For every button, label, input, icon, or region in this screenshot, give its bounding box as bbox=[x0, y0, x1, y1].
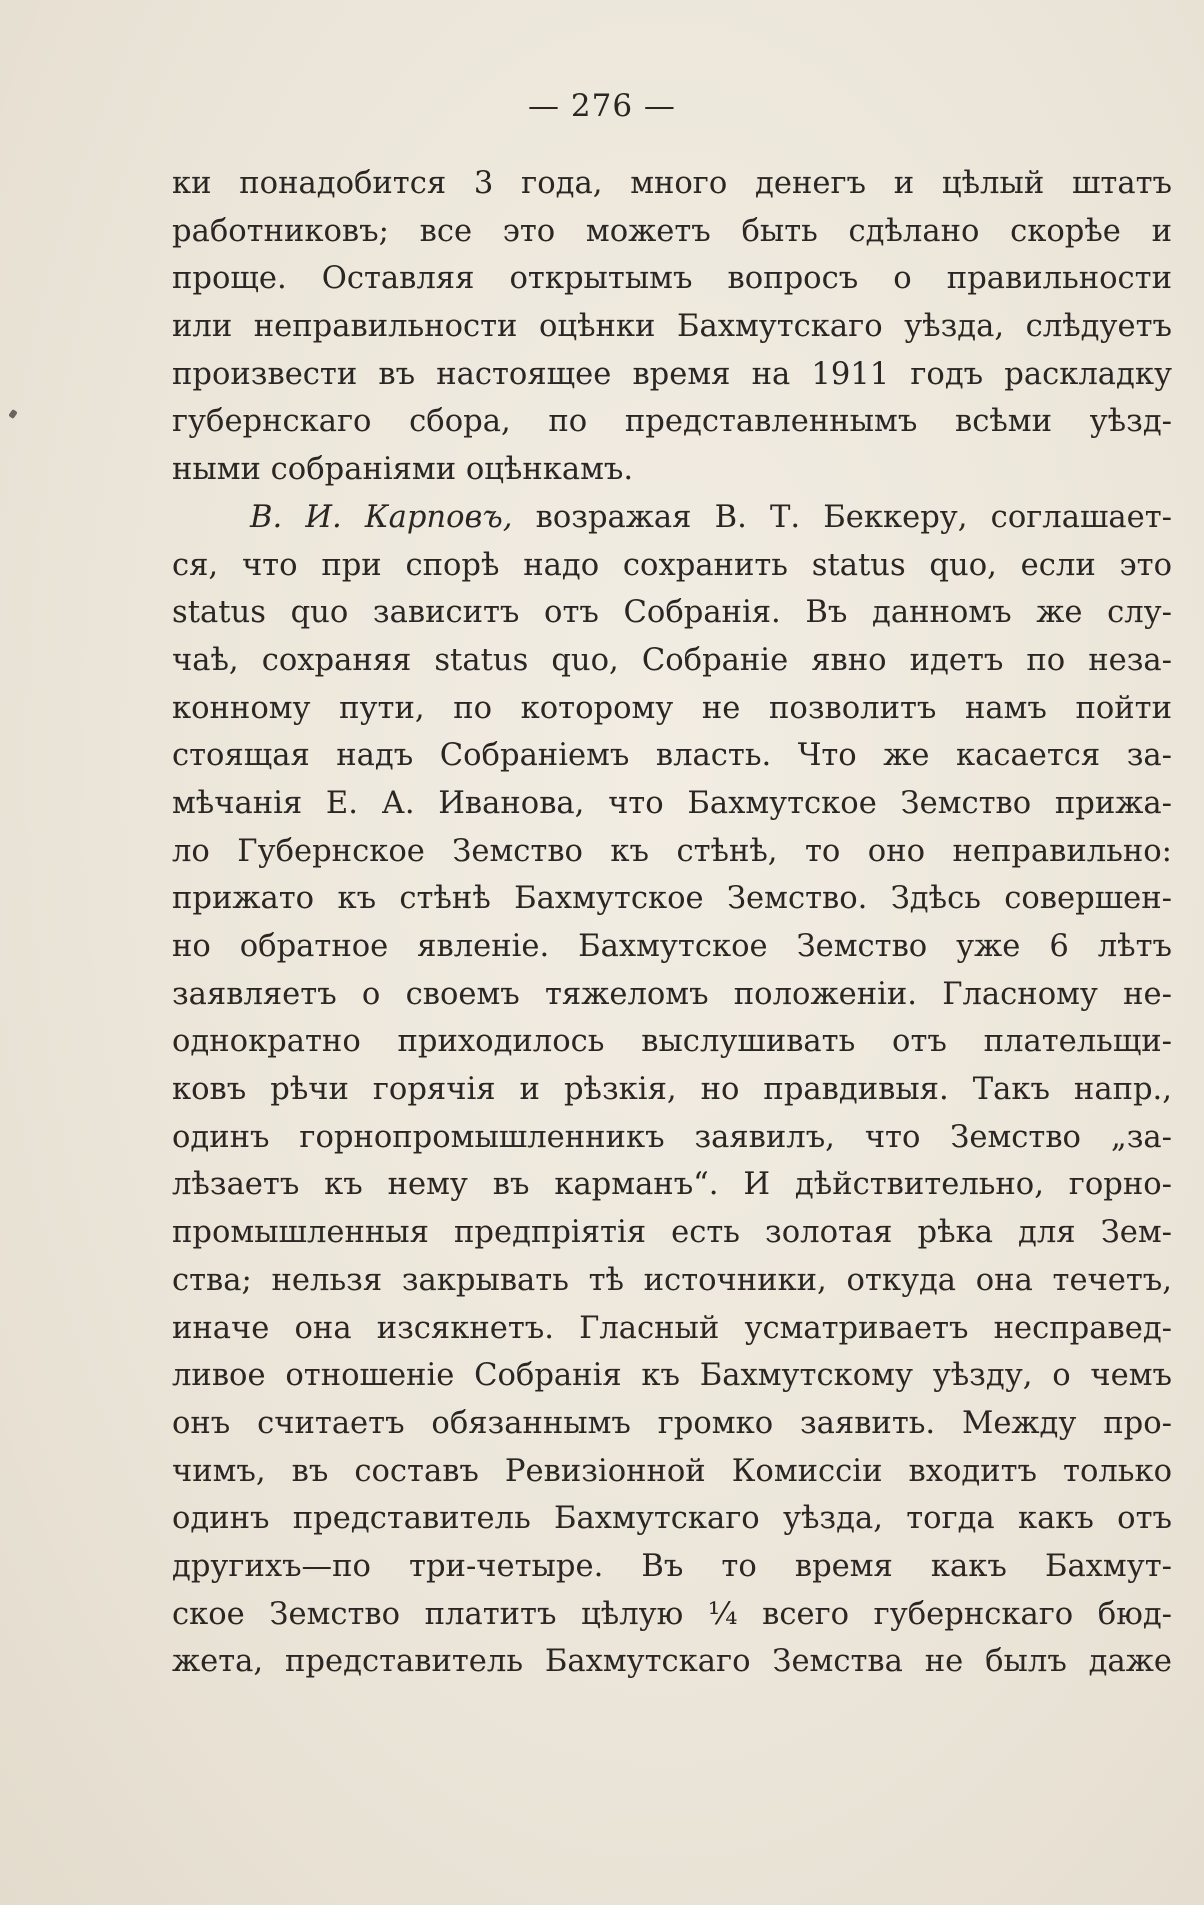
text-line: другихъ—по три-четыре. Въ то время какъ Бахмут- bbox=[172, 1548, 1172, 1584]
text-line: но обратное явленіе. Бахмутское Земство уже 6 лѣтъ bbox=[172, 929, 1172, 964]
speaker-name: В. И. Карповъ, bbox=[250, 499, 513, 535]
text-line: ливое отношеніе Собранія къ Бахмутскому уѣзду, о чемъ bbox=[172, 1358, 1172, 1394]
text-line: лѣзаетъ къ нему въ карманъ“. И дѣйствительно, горно- bbox=[172, 1167, 1172, 1203]
text-line: работниковъ; все это можетъ быть сдѣлано скорѣе и bbox=[172, 213, 1172, 249]
text-fragment: возражая В. Т. Беккеру, соглашает- bbox=[535, 499, 1172, 535]
text-line: чимъ, въ составъ Ревизіонной Комиссіи входитъ только bbox=[172, 1453, 1172, 1489]
ink-speck bbox=[8, 409, 18, 419]
text-line: или неправильности оцѣнки Бахмутскаго уѣзда, слѣдуетъ bbox=[172, 309, 1172, 345]
paragraph-start-line bbox=[172, 494, 1172, 542]
text-line: ки понадобится 3 года, много денегъ и цѣлый штатъ bbox=[172, 166, 1172, 201]
text-line: произвести въ настоящее время на 1911 годъ раскладку bbox=[172, 356, 1172, 392]
text-line: иначе она изсякнетъ. Гласный усматриваетъ несправед- bbox=[172, 1310, 1172, 1346]
text-line: мѣчанія Е. А. Иванова, что Бахмутское Земство прижа- bbox=[172, 785, 1172, 821]
page-number: — 276 — bbox=[528, 88, 676, 124]
text-line: чаѣ, сохраняя status quo, Собраніе явно идетъ по неза- bbox=[172, 642, 1172, 678]
text-line: ло Губернское Земство къ стѣнѣ, то оно неправильно: bbox=[172, 833, 1172, 869]
text-line: ными собраніями оцѣнкамъ. bbox=[172, 452, 634, 488]
text-line: конному пути, по которому не позволитъ намъ пойти bbox=[172, 690, 1172, 726]
text-line: жета, представитель Бахмутскаго Земства не былъ даже bbox=[172, 1644, 1172, 1680]
text-line: ства; нельзя закрывать тѣ источники, откуда она течетъ, bbox=[172, 1262, 1172, 1298]
text-line: проще. Оставляя открытымъ вопросъ о правильности bbox=[172, 261, 1172, 297]
text-line: ское Земство платитъ цѣлую ¼ всего губернскаго бюд- bbox=[172, 1596, 1172, 1632]
body-text bbox=[172, 160, 1172, 1686]
text-line: онъ считаетъ обязаннымъ громко заявить. Между про- bbox=[172, 1405, 1172, 1441]
text-line: прижато къ стѣнѣ Бахмутское Земство. Здѣсь совершен- bbox=[172, 881, 1172, 917]
text-line: промышленныя предпріятія есть золотая рѣка для Зем- bbox=[172, 1215, 1172, 1251]
text-line: заявляетъ о своемъ тяжеломъ положеніи. Гласному не- bbox=[172, 976, 1172, 1012]
text-line: одинъ представитель Бахмутскаго уѣзда, тогда какъ отъ bbox=[172, 1501, 1172, 1537]
text-line: одинъ горнопромышленникъ заявилъ, что Земство „за- bbox=[172, 1119, 1172, 1155]
text-line: ковъ рѣчи горячія и рѣзкія, но правдивыя. Такъ напр., bbox=[172, 1072, 1172, 1108]
text-line: status quo зависитъ отъ Собранія. Въ данномъ же слу- bbox=[172, 595, 1172, 631]
text-line: ся, что при спорѣ надо сохранить status quo, если это bbox=[172, 547, 1172, 583]
text-line: однократно приходилось выслушивать отъ плательщи- bbox=[172, 1024, 1172, 1060]
text-line: губернскаго сбора, по представленнымъ всѣми уѣзд- bbox=[172, 404, 1172, 440]
text-line: стоящая надъ Собраніемъ власть. Что же касается за- bbox=[172, 738, 1172, 774]
